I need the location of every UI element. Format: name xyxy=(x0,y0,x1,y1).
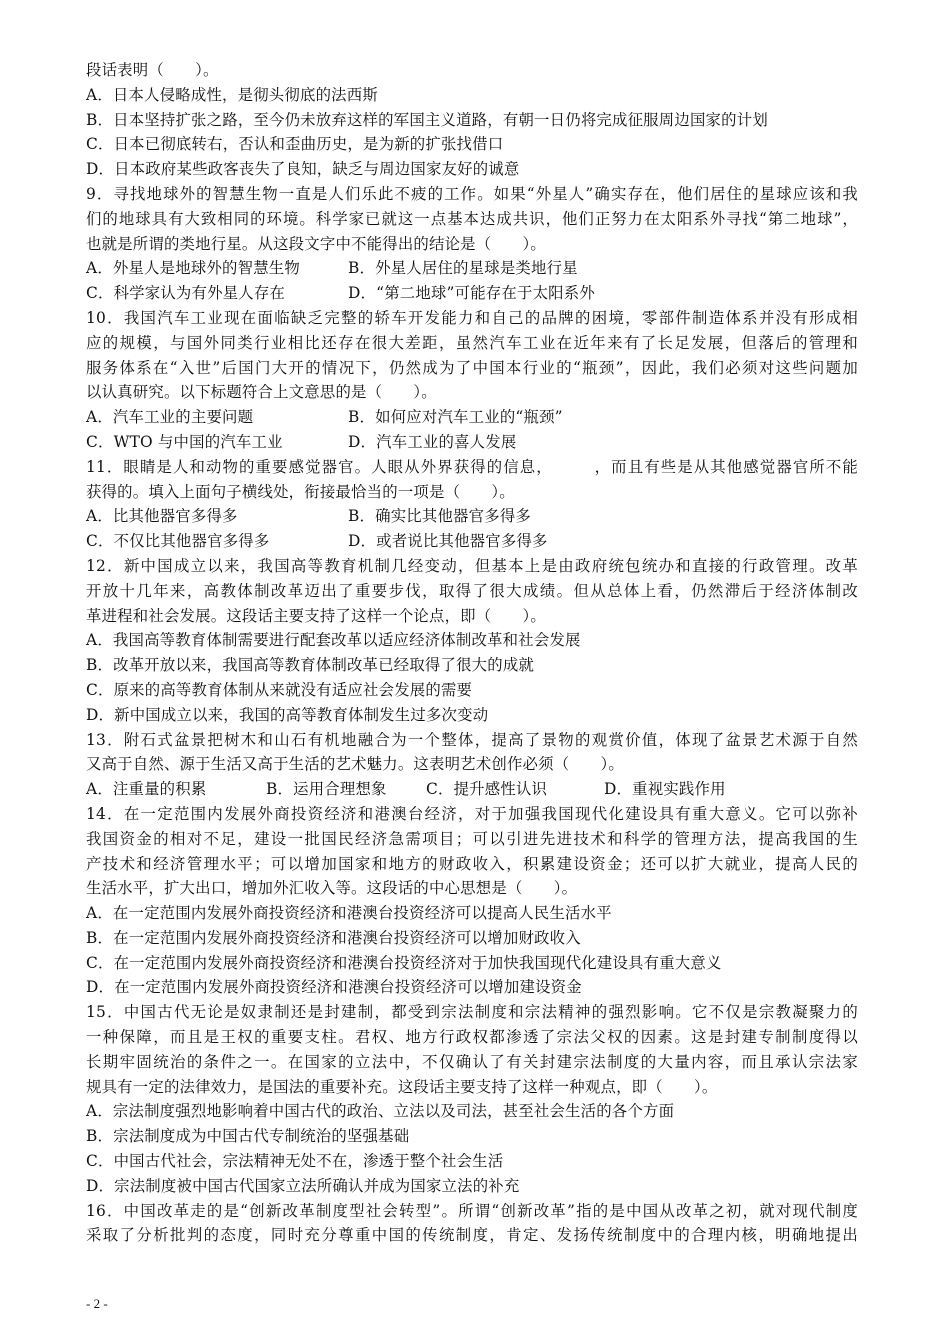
text-line: A．我国高等教育体制需要进行配套改革以适应经济体制改革和社会发展 xyxy=(86,631,581,650)
option-row xyxy=(86,430,858,455)
text-line: B．改革开放以来，我国高等教育体制改革已经取得了很大的成就 xyxy=(86,656,535,675)
text-line: 11．眼睛是人和动物的重要感觉器官。人眼从外界获得的信息， ，而且有些是从其他感觉器官所不能 xyxy=(86,457,858,476)
text-line: 规具有一定的法律效力，是国法的重要补充。这段话主要支持了这样一种观点，即（ ）。 xyxy=(86,1077,718,1096)
option-item: B．运用合理想象 xyxy=(266,780,387,799)
text-line: 也就是所谓的类地行星。从这段文字中不能得出的结论是（ ）。 xyxy=(86,234,547,253)
option-row xyxy=(86,529,858,554)
option-item: D．“第二地球”可能存在于太阳系外 xyxy=(348,284,595,303)
text-line: 我国资金的相对不足，建设一批国民经济急需项目；可以引进先进技术和科学的管理方法，提高我国的生 xyxy=(86,829,858,848)
text-line: 采取了分析批判的态度，同时充分尊重中国的传统制度，肯定、发扬传统制度中的合理内核，明确地提出 xyxy=(86,1226,858,1245)
option-item: B．如何应对汽车工业的“瓶颈” xyxy=(348,408,563,427)
page-number: - 2 - xyxy=(86,1296,108,1311)
option-item: C．WTO 与中国的汽车工业 xyxy=(86,432,283,451)
option-item: C．提升感性认识 xyxy=(426,780,548,799)
option-item: D．重视实践作用 xyxy=(604,780,726,799)
text-line: 生活水平，扩大出口，增加外汇收入等。这段话的中心思想是（ ）。 xyxy=(86,879,578,898)
text-line: D．宗法制度被中国古代国家立法所确认并成为国家立法的补充 xyxy=(86,1176,520,1195)
text-line: C．中国古代社会，宗法精神无处不在，渗透于整个社会生活 xyxy=(86,1152,504,1171)
text-line: 15．中国古代无论是奴隶制还是封建制，都受到宗法制度和宗法精神的强烈影响。它不仅是宗教凝聚力的 xyxy=(86,1003,858,1022)
option-row xyxy=(86,504,858,529)
text-line: A．在一定范围内发展外商投资经济和港澳台投资经济可以提高人民生活水平 xyxy=(86,904,612,923)
option-item: A．外星人是地球外的智慧生物 xyxy=(86,259,300,278)
option-item: A．汽车工业的主要问题 xyxy=(86,408,254,427)
text-line: 服务体系在“入世”后国门大开的情况下，仍然成为了中国本行业的“瓶颈”，因此，我们必须对这些问题加 xyxy=(86,358,858,377)
text-line: 获得的。填入上面句子横线处，衔接最恰当的一项是（ ）。 xyxy=(86,482,515,501)
text-line: 应的规模，与国外同类行业相比还存在很大差距，虽然汽车工业在近年来有了长足发展，但落后的管理和 xyxy=(86,333,858,352)
text-line: 长期牢固统治的条件之一。在国家的立法中，不仅确认了有关封建宗法制度的大量内容，而且承认宗法家 xyxy=(86,1052,858,1071)
option-row xyxy=(86,256,858,281)
option-item: D．或者说比其他器官多得多 xyxy=(348,532,548,551)
text-line: C．原来的高等教育体制从来就没有适应社会发展的需要 xyxy=(86,680,473,699)
text-line: 以认真研究。以下标题符合上文意思的是（ ）。 xyxy=(86,383,437,402)
option-item: A．注重量的积累 xyxy=(86,780,207,799)
text-line: C．在一定范围内发展外商投资经济和港澳台投资经济对于加快我国现代化建设具有重大意义 xyxy=(86,953,722,972)
text-line: D．新中国成立以来，我国的高等教育体制发生过多次变动 xyxy=(86,705,489,724)
text-line: 产技术和经济管理水平；可以增加国家和地方的财政收入，积累建设资金；还可以扩大就业，提高人民的 xyxy=(86,854,858,873)
text-line: B．宗法制度成为中国古代专制统治的坚强基础 xyxy=(86,1127,410,1146)
option-row xyxy=(86,405,858,430)
text-line: 开放十几年来，高教体制改革迈出了重要步伐，取得了很大成绩。但从总体上看，仍然滞后于经济体制改 xyxy=(86,581,858,600)
text-line: 革进程和社会发展。这段话主要支持了这样一个论点，即（ ）。 xyxy=(86,606,547,625)
option-item: B．确实比其他器官多得多 xyxy=(348,507,532,526)
option-row xyxy=(86,281,858,306)
text-line: B．在一定范围内发展外商投资经济和港澳台投资经济可以增加财政收入 xyxy=(86,928,581,947)
text-line: D．在一定范围内发展外商投资经济和港澳台投资经济可以增加建设资金 xyxy=(86,978,582,997)
text-line: C．日本已彻底转右，否认和歪曲历史，是为新的扩张找借口 xyxy=(86,135,504,154)
text-line: 们的地球具有大致相同的环境。科学家已就这一点基本达成共识，他们正努力在太阳系外寻找“第二地球”， xyxy=(86,209,858,228)
text-line: 段话表明（ ）。 xyxy=(86,61,219,79)
text-line: A．日本人侵略成性，是彻头彻底的法西斯 xyxy=(86,85,378,104)
text-line: 10．我国汽车工业现在面临缺乏完整的轿车开发能力和自己的品牌的困境，零部件制造体系并没有形成相 xyxy=(86,308,858,327)
text-line: 一种保障，而且是王权的重要支柱。君权、地方行政权都渗透了宗法父权的因素。这是封建专制制度得以 xyxy=(86,1028,858,1047)
option-item: C．不仅比其他器官多得多 xyxy=(86,532,270,551)
text-line: B．日本坚持扩张之路，至今仍未放弃这样的军国主义道路，有朝一日仍将完成征服周边国家的计划 xyxy=(86,110,768,129)
option-item: D．汽车工业的喜人发展 xyxy=(348,432,517,451)
text-line: 又高于自然、源于生活又高于生活的艺术魅力。这表明艺术创作必须（ ）。 xyxy=(86,755,624,774)
text-line: 12．新中国成立以来，我国高等教育机制几经变动，但基本上是由政府统包统办和直接的行政管理。改革 xyxy=(86,556,858,575)
option-row xyxy=(86,777,858,802)
document-page xyxy=(86,58,858,1248)
text-line: D．日本政府某些政客丧失了良知，缺乏与周边国家友好的诚意 xyxy=(86,160,520,179)
option-item: C．科学家认为有外星人存在 xyxy=(86,284,286,303)
option-item: B．外星人居住的星球是类地行星 xyxy=(348,259,578,278)
text-line: 14．在一定范围内发展外商投资经济和港澳台经济，对于加强我国现代化建设具有重大意义。它可以弥补 xyxy=(86,804,858,823)
text-line: 9．寻找地球外的智慧生物一直是人们乐此不疲的工作。如果“外星人”确实存在，他们居住的星球应该和我 xyxy=(86,184,858,203)
text-line: 16．中国改革走的是“创新改革制度型社会转型”。所谓“创新改革”指的是中国从改革之初，就对现代制度 xyxy=(86,1201,858,1220)
option-item: A．比其他器官多得多 xyxy=(86,507,238,526)
text-line: 13．附石式盆景把树木和山石有机地融合为一个整体，提高了景物的观赏价值，体现了盆景艺术源于自然 xyxy=(86,730,858,749)
text-line: A．宗法制度强烈地影响着中国古代的政治、立法以及司法，甚至社会生活的各个方面 xyxy=(86,1102,675,1121)
